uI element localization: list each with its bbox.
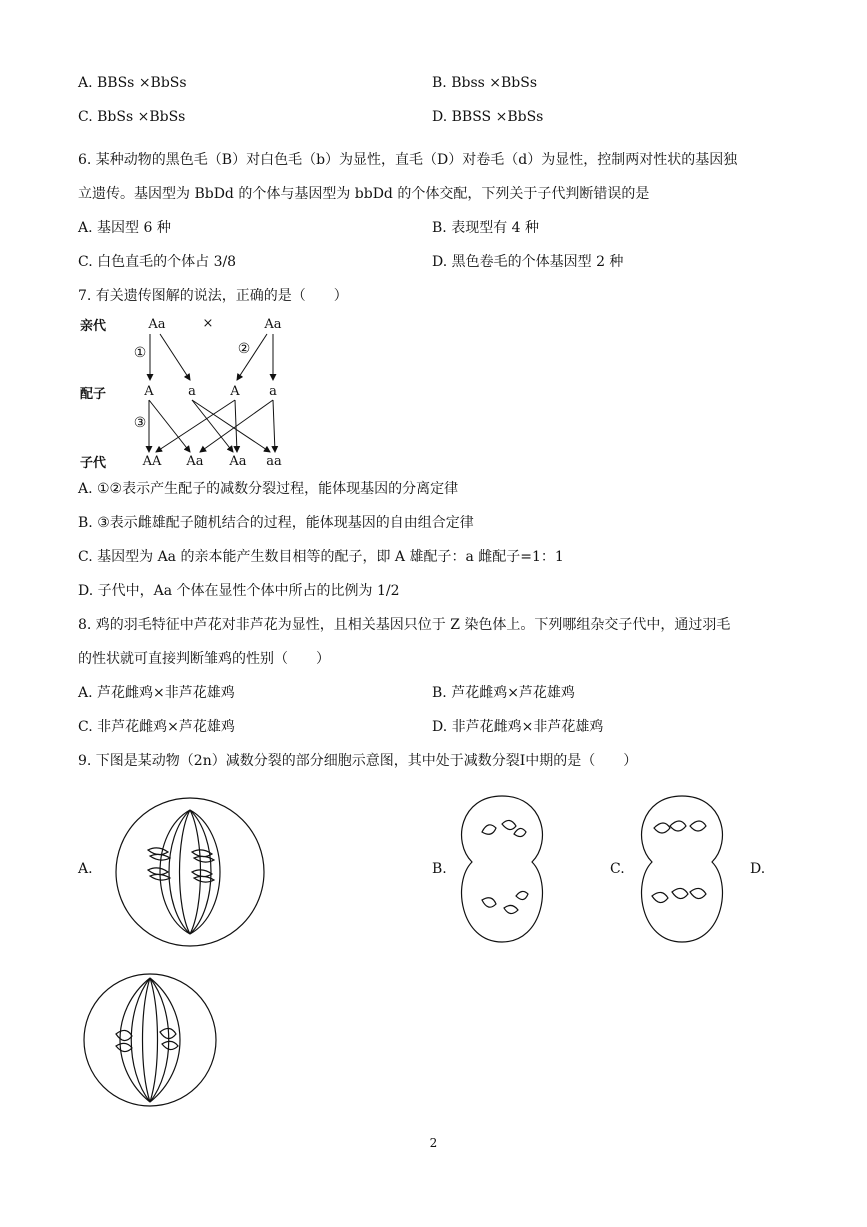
parent1-genotype: Aa bbox=[148, 317, 166, 332]
q5-option-d: D. BBSS ×BbSs bbox=[432, 109, 544, 125]
offspring-3: Aa bbox=[229, 454, 247, 469]
diagram-row-offspring-label: 子代 bbox=[80, 456, 107, 471]
q6-option-c: C. 白色直毛的个体占 3/8 bbox=[78, 254, 237, 270]
step-mark-3: ③ bbox=[133, 415, 147, 431]
step-mark-1: ① bbox=[133, 345, 147, 361]
offspring-2: Aa bbox=[186, 454, 204, 469]
gamete-3: A bbox=[230, 384, 240, 399]
offspring-4: aa bbox=[266, 454, 282, 469]
parent2-genotype: Aa bbox=[264, 317, 282, 332]
q5-option-c: C. BbSs ×BbSs bbox=[78, 109, 186, 125]
cell-a-illustration bbox=[110, 792, 270, 952]
q7-option-a: A. ①②表示产生配子的减数分裂过程，能体现基因的分离定律 bbox=[78, 481, 459, 497]
page-number: 2 bbox=[429, 1136, 438, 1150]
q9-label-b: B. bbox=[432, 861, 447, 877]
q6-stem-line1: 6. 某种动物的黑色毛（B）对白色毛（b）为显性，直毛（D）对卷毛（d）为显性，控制两对性状的基因独 bbox=[78, 152, 738, 168]
diagram-row-parent-label: 亲代 bbox=[80, 319, 107, 334]
diagram-arrows bbox=[149, 334, 275, 452]
q7-stem: 7. 有关遗传图解的说法，正确的是（ ） bbox=[78, 288, 348, 304]
gamete-2: a bbox=[188, 384, 196, 399]
q5-option-b: B. Bbss ×BbSs bbox=[432, 75, 538, 91]
cell-c-illustration bbox=[632, 792, 732, 947]
q7-option-d: D. 子代中，Aa 个体在显性个体中所占的比例为 1/2 bbox=[78, 583, 400, 599]
q9-label-c: C. bbox=[610, 861, 625, 877]
q7-option-b: B. ③表示雌雄配子随机结合的过程，能体现基因的自由组合定律 bbox=[78, 515, 474, 531]
q6-option-d: D. 黑色卷毛的个体基因型 2 种 bbox=[432, 254, 624, 270]
q8-option-c: C. 非芦花雌鸡×芦花雄鸡 bbox=[78, 719, 235, 735]
q9-stem: 9. 下图是某动物（2n）减数分裂的部分细胞示意图，其中处于减数分裂Ⅰ中期的是（ ） bbox=[78, 753, 638, 769]
q6-stem-line2: 立遗传。基因型为 BbDd 的个体与基因型为 bbDd 的个体交配，下列关于子代判断错误的是 bbox=[78, 186, 650, 202]
step-mark-2: ② bbox=[237, 341, 251, 357]
q6-option-a: A. 基因型 6 种 bbox=[78, 220, 171, 236]
q9-label-a: A. bbox=[78, 861, 93, 877]
q8-option-d: D. 非芦花雌鸡×非芦花雄鸡 bbox=[432, 719, 604, 735]
gamete-1: A bbox=[144, 384, 154, 399]
q6-option-b: B. 表现型有 4 种 bbox=[432, 220, 539, 236]
q9-label-d: D. bbox=[750, 861, 766, 877]
q8-stem-line2: 的性状就可直接判断雏鸡的性别（ ） bbox=[78, 651, 330, 667]
q8-option-b: B. 芦花雌鸡×芦花雄鸡 bbox=[432, 685, 575, 701]
offspring-1: AA bbox=[142, 454, 162, 469]
cell-d-illustration bbox=[80, 970, 220, 1110]
genetic-cross-diagram bbox=[120, 310, 300, 475]
cross-symbol: × bbox=[202, 316, 214, 331]
q8-stem-line1: 8. 鸡的羽毛特征中芦花对非芦花为显性，且相关基因只位于 Z 染色体上。下列哪组杂交子代中，通过羽毛 bbox=[78, 617, 731, 633]
q5-option-a: A. BBSs ×BbSs bbox=[78, 75, 187, 91]
diagram-row-gamete-label: 配子 bbox=[80, 387, 107, 402]
q7-option-c: C. 基因型为 Aa 的亲本能产生数目相等的配子，即 A 雄配子：a 雌配子=1：1 bbox=[78, 549, 564, 565]
cell-b-illustration bbox=[452, 792, 552, 947]
gamete-4: a bbox=[269, 384, 277, 399]
q8-option-a: A. 芦花雌鸡×非芦花雄鸡 bbox=[78, 685, 235, 701]
